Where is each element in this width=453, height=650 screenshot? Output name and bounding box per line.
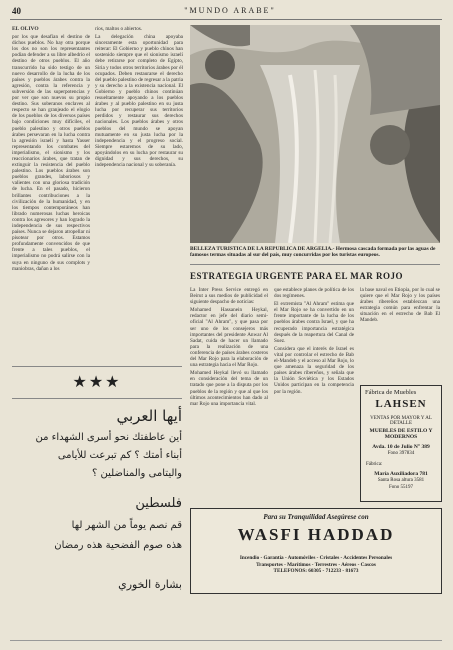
star-ornament: ★★★ xyxy=(72,374,122,391)
poem-subtitle: فلسطين xyxy=(135,496,182,511)
divider xyxy=(12,366,182,367)
ad-line: Incendio - Garantía - Automóviles - Cristales - Accidentes Personales xyxy=(239,555,393,561)
header-rule xyxy=(10,19,442,20)
section-rule xyxy=(190,264,440,265)
ad-address: Avda. 10 de Julio N° 389 xyxy=(372,444,430,450)
paragraph: por los que desafían el destino de dichos pueblos. No hay otra porque los dos no son los representantes podían defender a su libre albedrío el destino de otros pueblos. El año transcurrido ha sido testigo de un nuevo desarrollo de la lucha de los países y pueblos árabes contra la agresión, contra la referencia y subversión de las superpotencias y por ver que son nuevos su propio destino. Sus soberanos enclaves al respecto se han granjeado el elogio de los pueblos de los diversos países bajo condiciones muy difíciles, el pueblo palestino y otros pueblos árabes persevaran en la lucha contra la agresión israelí y hasta Yasser representando los combates del imperialismo, el sionismo y los reaccionarios árabes, que tratan de extinguir la resistencia del pueblo palestino. Los pueblos árabes son pueblos grandes, laboriosos y valientes con una gloriosa tradición de lucha. En el pasado, hicieron brillantes contribuciones a la civilización de la humanidad, y en los tiempos contemporáneos han librado numerosas luchas heroicas contra los agresores y han logrado la independencia de sus respectivos países. Nunca se dejaron atropellar ni pisotear por otros. Estamos profundamente convencidos de que frente a tales pueblos, el imperialismo no podrá salirse con la suya en ninguno de sus complots y maniobras, dañan a los xyxy=(12,34,90,272)
paragraph: que establece planes de política de los dos regímenes. xyxy=(274,287,354,300)
page-bottom-rule xyxy=(10,640,442,641)
magazine-title: "MUNDO ARABE" xyxy=(184,6,276,15)
article-main-column-3 xyxy=(360,287,440,382)
poem-signature: بشارة الخوري xyxy=(118,578,182,591)
paragraph: Mohamed Heykal llevó su llamado en consideración del tema de un tratado que pone a la disputa por los pueblos de la región y que al que los últimos acontecimientos han dado al mar Rojo una importancia vital. xyxy=(190,370,268,407)
photo-caption: BELLEZA TURISTICA DE LA REPUBLICA DE ARGELIA.- Hermosa cascada formada por las aguas de famosos termas situadas al sur del país, muy concurridas por los turistas europeos. xyxy=(190,246,436,259)
article-headline: ESTRATEGIA URGENTE PARA EL MAR ROJO xyxy=(190,271,403,281)
ad-services xyxy=(191,555,441,575)
ad-brand: LAHSEN xyxy=(375,398,427,410)
ad-subtitle: Fábrica de Muebles xyxy=(365,389,417,396)
insurance-advertisement xyxy=(190,508,442,594)
poem-line: قم نصم يوماً من الشهر لها xyxy=(71,520,182,531)
paragraph: Mohamed Hassanein Heykal, redactor en jefe del diario semi-oficial "Al Ahram", y que pasa por ser uno de los consejeros más importantes del presidente Anwar Al Sadat, cuida de hacer un llamado para la realización de una conferencia de países árabes costeros del Mar Rojo para la elaboración de una estrategia hacia el Mar Rojo. xyxy=(190,307,268,369)
poem-line: أبناء أمتك ؟ كم تبرعت للأيامى xyxy=(57,450,182,461)
ad-address: Santa Rosa altura 3581 xyxy=(377,478,425,483)
poem-line: أين عاطفتك نحو أسرى الشهداء من xyxy=(35,432,182,443)
ad-line: Transportes - Marítimos - Terrestres - Aéreos - Cascos xyxy=(256,561,376,568)
ad-line: MUEBLES DE ESTILO Y MODERNOS xyxy=(369,428,433,440)
paragraph: El extremista "Al Ahram" estima que el Mar Rojo se ha convertido en un frente importante de la lucha de los pueblos árabes contra Israel, y que ha recuperado importancia estratégica después de la reapertura del Canal de Suez. xyxy=(274,301,354,344)
ad-address: María Auxiliadora 781 xyxy=(374,471,428,477)
paragraph: ríos, maltos o abiertos. xyxy=(95,26,143,32)
furniture-advertisement xyxy=(360,385,442,502)
column-label: EL OLIVO xyxy=(12,26,39,32)
paragraph: la base naval en Etiopía, por lo cual se quiere que el Mar Rojo y los países árabes ribereños establezcan una estrategia común para enfrentar la situación en el estrecho de Bab El Mandeb. xyxy=(360,287,440,324)
poem-line: واليتامى والمناضلين ؟ xyxy=(91,468,182,479)
article-left-column-2 xyxy=(95,26,183,366)
waterfall-photo xyxy=(190,25,440,243)
waterfall-illustration xyxy=(190,25,440,243)
divider xyxy=(12,398,182,399)
paragraph: La Inter Press Service entregó en Beirut a sus medios de publicidad el siguiente despacho de noticias: xyxy=(190,287,268,306)
ad-phone: Fono 55197 xyxy=(388,485,414,490)
paragraph: La delegación china apoyaba sinceramente esta oportunidad para reiterar: El Gobierno y pueblo chinos han sostenido siempre que el sionismo israelí debe retirarse por completo de Egipto, Siria y todos otros territorios árabes por él ocupados. Deben restaurarse el derecho del pueblo palestino de regresar a la patria y su derecho a la existencia nacional. El Gobierno y pueblo chinos continúan resueltamente apoyando a los pueblos árabes y al pueblo palestino en su justa lucha por recuperar sus territorios perdidos y restaurar sus derechos nacionales. Los pueblos árabes y otros pueblos del mundo se apoyan mutuamente en su justa lucha por la independencia y el progreso social. Siempre estaremos de su lado, apoyándolos en su lucha por restaurar su dignidad y sus derechos, su independencia nacional y su soberanía. xyxy=(95,34,183,169)
ad-factory-label: Fábrica: xyxy=(366,462,383,467)
ad-phones: TELEFONOS: 60305 - 712233 - 81673 xyxy=(273,568,359,574)
article-main-column-1 xyxy=(190,287,268,497)
poem-line: هذه صوم الفضحية هذه رمضان xyxy=(54,540,182,551)
ad-tagline: Para su Tranquilidad Asegúrese con xyxy=(263,513,369,521)
ad-line: VENTAS POR MAYOR Y AL DETALLE xyxy=(370,416,432,426)
ad-phone: Fono 397834 xyxy=(387,451,415,456)
paragraph: Considera que el interés de Israel es vital por controlar el estrecho de Bab el-Mandeb y el acceso al Mar Rojo, lo que amenaza la seguridad de los países árabes ribereños, y señala que la Unión Soviética y los Estados Unidos participan en la competencia por la región. xyxy=(274,345,354,395)
ad-brand: WASFI HADDAD xyxy=(237,525,395,544)
article-left-column-1 xyxy=(12,26,90,366)
poem-title: أيها العربي xyxy=(116,407,182,425)
page-number: 40 xyxy=(12,6,21,16)
article-main-column-2 xyxy=(274,287,354,497)
